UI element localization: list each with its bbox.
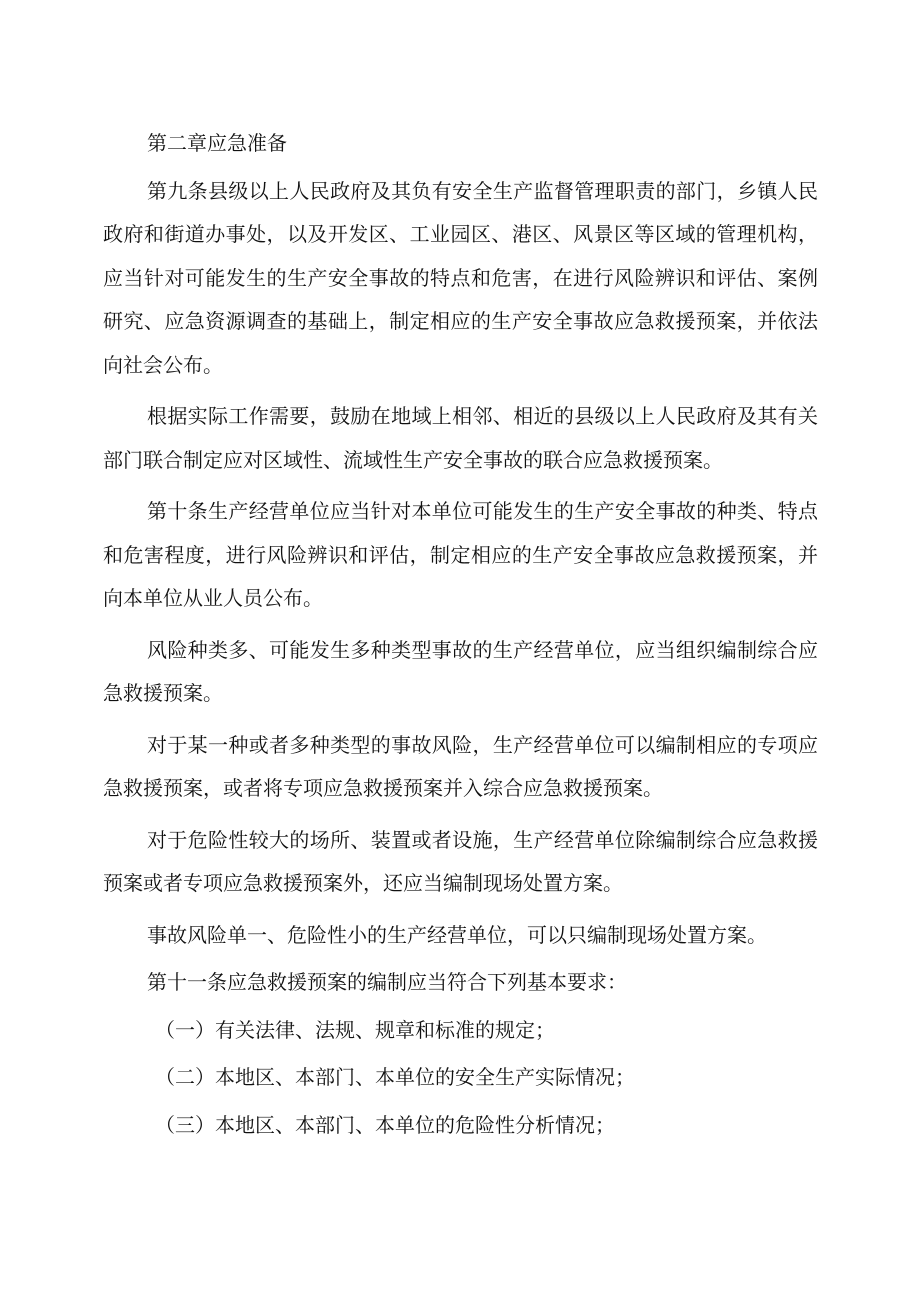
paragraph-onsite-plan: 对于危险性较大的场所、装置或者设施，生产经营单位除编制综合应急救援预案或者专项应急救援预案外，还应当编制现场处置方案。 (103, 827, 818, 895)
paragraph-special-plan: 对于某一种或者多种类型的事故风险，生产经营单位可以编制相应的专项应急救援预案，或者将专项应急救援预案并入综合应急救援预案。 (103, 732, 818, 800)
paragraph-joint-plans: 根据实际工作需要，鼓励在地域上相邻、相近的县级以上人民政府及其有关部门联合制定应对区域性、流域性生产安全事故的联合应急救援预案。 (103, 404, 818, 472)
list-item-1: （一）有关法律、法规、规章和标准的规定； (155, 1017, 555, 1042)
list-item-2: （二）本地区、本部门、本单位的安全生产实际情况； (155, 1065, 635, 1089)
document-body (103, 122, 818, 1151)
paragraph-article-10: 第十条生产经营单位应当针对本单位可能发生的生产安全事故的种类、特点和危害程度，进行风险辨识和评估，制定相应的生产安全事故应急救援预案，并向本单位从业人员公布。 (103, 499, 818, 610)
chapter-heading: 第二章应急准备 (147, 131, 287, 155)
list-item-3: （三）本地区、本部门、本单位的危险性分析情况； (155, 1112, 615, 1137)
paragraph-article-9: 第九条县级以上人民政府及其负有安全生产监督管理职责的部门，乡镇人民政府和街道办事处，以及开发区、工业园区、港区、风景区等区域的管理机构，应当针对可能发生的生产安全事故的特点和危害，在进行风险辨识和评估、案例研究、应急资源调查的基础上，制定相应的生产安全事故应急救援预案，并依法向社会公布。 (103, 178, 818, 377)
paragraph-comprehensive-plan: 风险种类多、可能发生多种类型事故的生产经营单位，应当组织编制综合应急救援预案。 (103, 637, 818, 705)
paragraph-article-11: 第十一条应急救援预案的编制应当符合下列基本要求： (147, 970, 627, 994)
paragraph-single-risk: 事故风险单一、危险性小的生产经营单位，可以只编制现场处置方案。 (147, 922, 767, 947)
